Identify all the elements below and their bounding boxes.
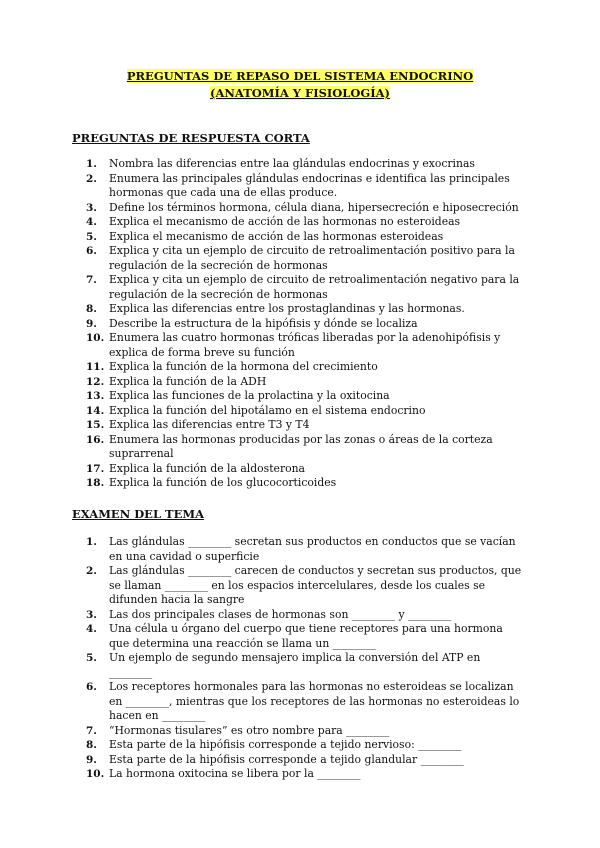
list-item [86,622,526,651]
list-item-text: Enumera las hormonas producidas por las zonas o áreas de la corteza suprarrenal [109,432,493,460]
list-item [86,767,526,782]
list-item-number: 14. [86,404,105,417]
list-item-number: 2. [86,565,97,577]
list-item-number: 17. [86,462,105,475]
list-item [86,651,526,680]
list-item [86,753,526,768]
list-item [86,724,526,739]
list-item-text: Define los términos hormona, célula diana, hipersecreción e hiposecreción [109,200,519,214]
exam-list [86,535,526,782]
list-item-number: 3. [86,608,97,621]
list-item [86,564,526,608]
list-item [86,360,526,375]
list-item [86,680,526,724]
short-answer-list [86,157,526,491]
list-item-number: 8. [86,739,97,751]
list-item-number: 2. [86,172,97,185]
list-item-text: Enumera las principales glándulas endocrinas e identifica las principales hormonas que cada una de ellas produce. [109,171,510,199]
list-item-text: Explica y cita un ejemplo de circuito de retroalimentación negativo para la regulación de la secreción de hormonas [109,273,520,301]
list-item [86,273,526,302]
list-item-text: Un ejemplo de segundo mensajero implica la conversión del ATP en ________ [109,651,481,679]
list-item-text: Esta parte de la hipófisis corresponde a tejido nervioso: ________ [109,738,462,751]
list-item-number: 6. [86,245,97,257]
list-item-text: Las glándulas ________ secretan sus productos en conductos que se vacían en una cavidad o superficie [109,535,516,563]
list-item-text: Enumera las cuatro hormonas tróficas liberadas por la adenohipófisis y explica de forma breve su función [109,331,501,359]
list-item [86,375,526,390]
list-item [86,476,526,491]
list-item-text: Explica la función de la hormona del crecimiento [109,360,378,373]
list-item-number: 10. [86,768,105,780]
list-item-text: Nombra las diferencias entre laa glándulas endocrinas y exocrinas [109,157,475,170]
list-item-number: 1. [86,158,97,170]
list-item-number: 13. [86,390,105,402]
list-item [86,535,526,564]
list-item-text: Las dos principales clases de hormonas son ________ y ________ [109,607,452,621]
list-item-number: 5. [86,652,97,664]
list-item [86,462,526,477]
list-item [86,244,526,273]
list-item-number: 11. [86,361,105,373]
list-item-number: 3. [86,201,97,214]
list-item-number: 5. [86,230,97,243]
list-item-text: Explica la función de la ADH [109,374,267,388]
section-heading-short-answer: PREGUNTAS DE RESPUESTA CORTA [72,131,310,145]
list-item-number: 7. [86,724,97,737]
list-item-text: Explica las diferencias entre T3 y T4 [109,418,310,431]
list-item-number: 8. [86,303,97,315]
list-item [86,201,526,216]
list-item [86,608,526,623]
list-item-text: Explica las funciones de la prolactina y la oxitocina [109,389,390,402]
list-item-text: “Hormonas tisulares” es otro nombre para ________ [109,723,390,737]
list-item-number: 10. [86,332,105,344]
list-item [86,418,526,433]
list-item-number: 9. [86,753,97,766]
list-item [86,215,526,230]
list-item [86,157,526,172]
list-item-number: 1. [86,536,97,548]
list-item-number: 16. [86,433,105,446]
list-item [86,302,526,317]
list-item-text: Explica el mecanismo de acción de las hormonas no esteroideas [109,215,461,228]
page-title [90,68,510,102]
list-item [86,317,526,332]
list-item [86,433,526,462]
list-item-number: 4. [86,216,97,228]
section-heading-exam: EXAMEN DEL TEMA [72,507,205,521]
list-item [86,738,526,753]
list-item [86,172,526,201]
list-item [86,230,526,245]
list-item-text: Explica la función de la aldosterona [109,461,305,475]
list-item-text: Esta parte de la hipófisis corresponde a tejido glandular ________ [109,752,464,766]
list-item-text: Una célula u órgano del cuerpo que tiene receptores para una hormona que determina una reacción se llama un ________ [109,622,503,650]
list-item-text: La hormona oxitocina se libera por la ________ [109,767,361,780]
list-item-text: Explica el mecanismo de acción de las hormonas esteroideas [109,229,444,243]
list-item [86,389,526,404]
list-item [86,404,526,419]
page-title-text: PREGUNTAS DE REPASO DEL SISTEMA ENDOCRINO (ANATOMÍA Y FISIOLOGÍA) [126,69,474,100]
list-item-number: 9. [86,317,97,330]
list-item-text: Explica la función de los glucocorticoides [109,476,337,489]
list-item-number: 6. [86,681,97,693]
list-item-number: 18. [86,477,105,489]
list-item [86,331,526,360]
list-item-number: 15. [86,419,105,431]
list-item-number: 7. [86,274,97,286]
list-item-number: 12. [86,375,105,388]
list-item-text: Describe la estructura de la hipófisis y dónde se localiza [109,316,418,330]
list-item-text: Explica la función del hipotálamo en el sistema endocrino [109,403,426,417]
list-item-text: Explica y cita un ejemplo de circuito de retroalimentación positivo para la regulación de la secreción de hormonas [109,244,515,272]
list-item-number: 4. [86,623,97,635]
list-item-text: Los receptores hormonales para las hormonas no esteroideas se localizan en ________, mientras que los receptores de las hormonas no esteroideas lo hacen en ________ [109,680,520,722]
list-item-text: Explica las diferencias entre los prostaglandinas y las hormonas. [109,302,465,315]
list-item-text: Las glándulas ________ carecen de conductos y secretan sus productos, que se llaman ________ en los espacios intercelulares, desde los cuales se difunden hacia la sangre [109,564,522,606]
